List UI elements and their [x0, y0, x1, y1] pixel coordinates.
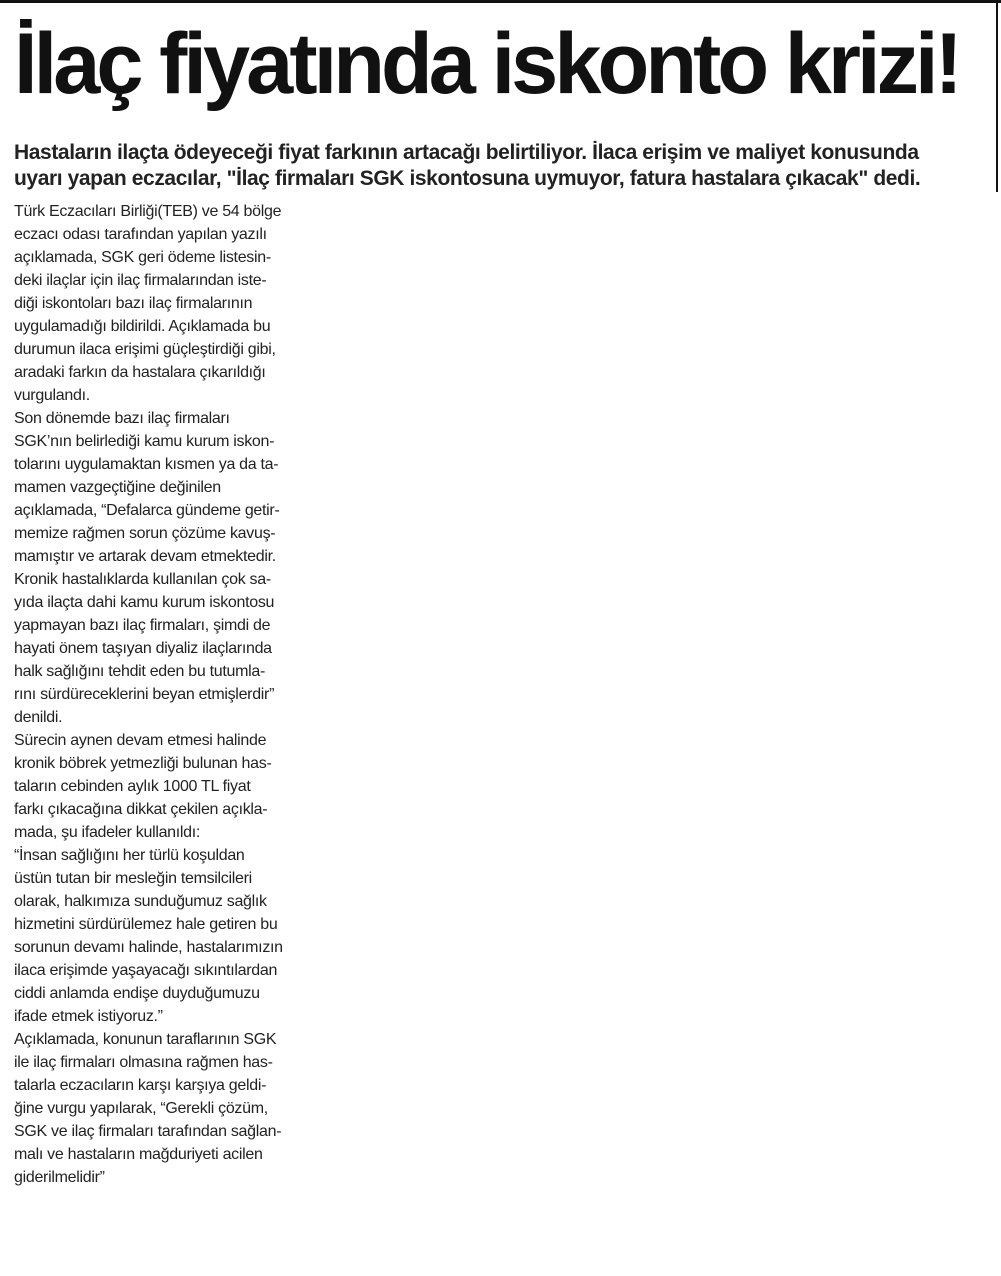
- body-line: ilaca erişimde yaşayacağı sıkıntılardan: [14, 962, 278, 979]
- body-line: Sürecin aynen devam etmesi halinde: [14, 732, 267, 749]
- top-rule: [0, 0, 1001, 3]
- body-line: kronik böbrek yetmezliği bulunan has-: [14, 755, 272, 772]
- body-line: üstün tutan bir mesleğin temsilcileri: [14, 870, 252, 887]
- deck-line: uyarı yapan eczacılar, "İlaç firmaları SGK iskontosuna uymuyor, fatura hastalara çıkacak" dedi.: [14, 167, 921, 190]
- body-line: memize rağmen sorun çözüme kavuş-: [14, 525, 276, 542]
- body-line: denildi.: [14, 709, 63, 726]
- body-line: SGK’nın belirlediği kamu kurum iskon-: [14, 433, 275, 450]
- body-line: farkı çıkacağına dikkat çekilen açıkla-: [14, 801, 268, 818]
- headline: İlaç fiyatında iskonto krizi!: [14, 16, 959, 112]
- body-line: yıda ilaçta dahi kamu kurum iskontosu: [14, 594, 275, 611]
- body-line: uygulamadığı bildirildi. Açıklamada bu: [14, 318, 271, 335]
- body-line: talarla eczacıların karşı karşıya geldi-: [14, 1077, 267, 1094]
- body-line: diği iskontoları bazı ilaç firmalarının: [14, 295, 253, 312]
- right-rule: [996, 0, 998, 192]
- body-line: eczacı odası tarafından yapılan yazılı: [14, 226, 267, 243]
- body-line: olarak, halkımıza sunduğumuz sağlık: [14, 893, 267, 910]
- body-line: taların cebinden aylık 1000 TL fiyat: [14, 778, 251, 795]
- body-line: hizmetini sürdürülemez hale getiren bu: [14, 916, 278, 933]
- body-line: sorunun devamı halinde, hastalarımızın: [14, 939, 283, 956]
- body-line: “İnsan sağlığını her türlü koşuldan: [14, 847, 245, 864]
- body-line: açıklamada, SGK geri ödeme listesin-: [14, 249, 271, 266]
- body-line: giderilmelidir”: [14, 1169, 105, 1186]
- body-line: mada, şu ifadeler kullanıldı:: [14, 824, 201, 841]
- body-column: [14, 200, 332, 1189]
- deck-line: Hastaların ilaçta ödeyeceği fiyat farkının artacağı belirtiliyor. İlaca erişim ve maliyet konusunda: [14, 141, 919, 164]
- body-line: Türk Eczacıları Birliği(TEB) ve 54 bölge: [14, 203, 282, 220]
- body-line: açıklamada, “Defalarca gündeme getir-: [14, 502, 280, 519]
- body-line: Son dönemde bazı ilaç firmaları: [14, 410, 230, 427]
- body-line: ifade etmek istiyoruz.”: [14, 1008, 163, 1025]
- body-line: ile ilaç firmaları olmasına rağmen has-: [14, 1054, 273, 1071]
- body-line: ğine vurgu yapılarak, “Gerekli çözüm,: [14, 1100, 268, 1117]
- body-line: hayati önem taşıyan diyaliz ilaçlarında: [14, 640, 272, 657]
- body-line: halk sağlığını tehdit eden bu tutumla-: [14, 663, 265, 680]
- body-line: deki ilaçlar için ilaç firmalarından iste-: [14, 272, 267, 289]
- body-line: durumun ilaca erişimi güçleştirdiği gibi,: [14, 341, 276, 358]
- body-line: Açıklamada, konunun taraflarının SGK: [14, 1031, 277, 1048]
- body-line: mamıştır ve artarak devam etmektedir.: [14, 548, 276, 565]
- body-line: SGK ve ilaç firmaları tarafından sağlan-: [14, 1123, 282, 1140]
- body-line: rını sürdüreceklerini beyan etmişlerdir”: [14, 686, 275, 703]
- body-line: vurgulandı.: [14, 387, 90, 404]
- body-line: ciddi anlamda endişe duyduğumuzu: [14, 985, 260, 1002]
- body-line: tolarını uygulamaktan kısmen ya da ta-: [14, 456, 279, 473]
- body-line: mamen vazgeçtiğine değinilen: [14, 479, 221, 496]
- body-line: malı ve hastaların mağduriyeti acilen: [14, 1146, 263, 1163]
- body-line: aradaki farkın da hastalara çıkarıldığı: [14, 364, 266, 381]
- body-line: Kronik hastalıklarda kullanılan çok sa-: [14, 571, 271, 588]
- body-line: yapmayan bazı ilaç firmaları, şimdi de: [14, 617, 271, 634]
- deck: [14, 140, 994, 192]
